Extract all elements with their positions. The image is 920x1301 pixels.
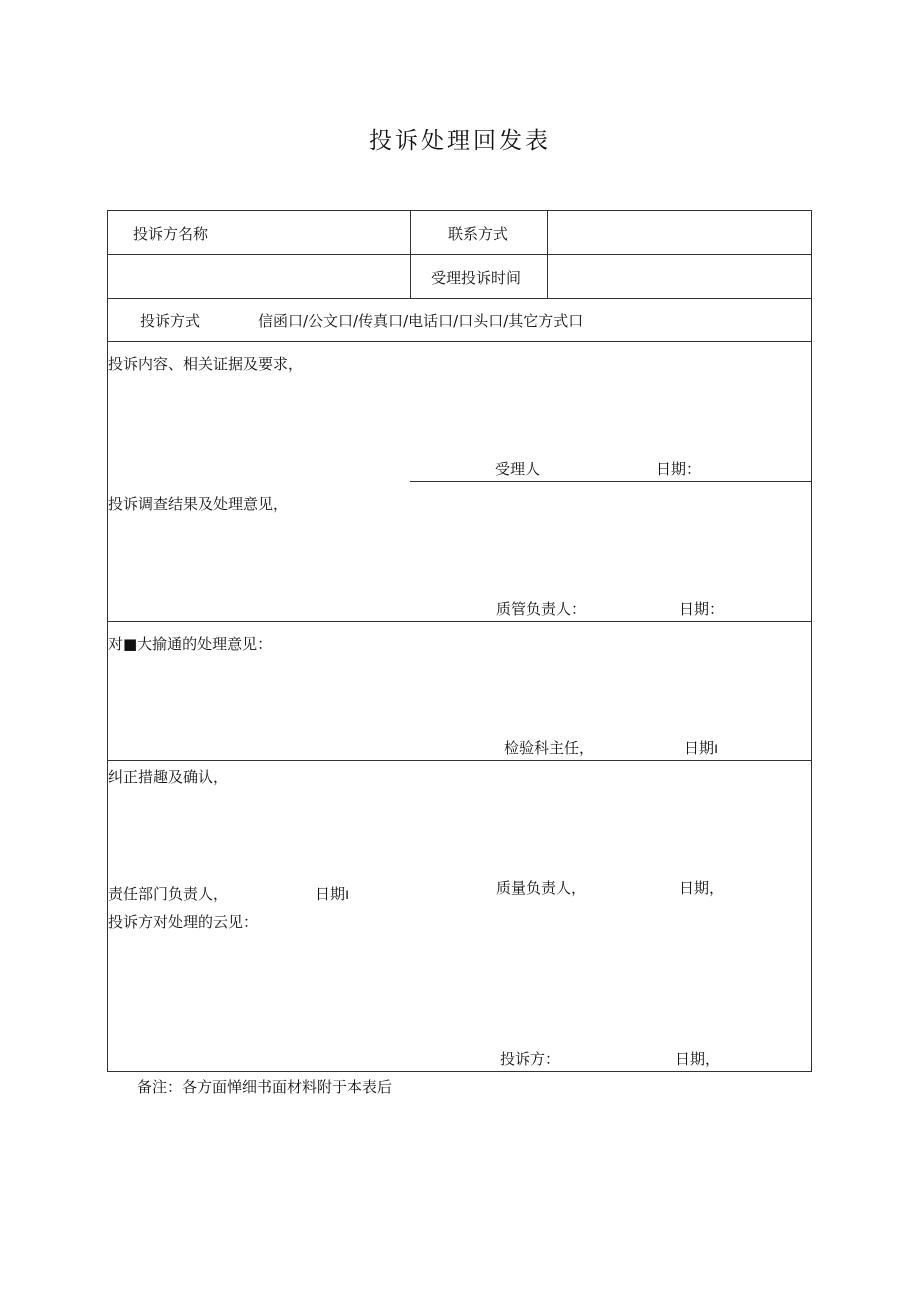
qa-manager-label: 质管负责人：: [496, 600, 587, 618]
responsible-dept-date-label: 日期ı: [315, 885, 350, 903]
column-divider: [410, 210, 411, 298]
lab-director-date-label: 日期ı: [684, 739, 719, 757]
complaint-method-label: 投诉方式: [140, 312, 201, 330]
footnote: 备注：各方面惮细书面材料附于本表后: [137, 1078, 393, 1096]
handling-opinion-label: 对■大揄通的处理意见：: [108, 635, 273, 653]
complaint-method-options: 信函口/公文口/传真口/电话口/口头口/其它方式口: [258, 312, 584, 330]
complainant-signer-label: 投诉方：: [500, 1050, 561, 1068]
receiver-label: 受理人: [495, 460, 541, 478]
responsible-dept-manager-label: 责任部门负责人，: [108, 885, 229, 903]
complainant-feedback-label: 投诉方对处理的云见：: [108, 913, 259, 931]
row-divider: [107, 298, 812, 299]
column-divider: [547, 210, 548, 298]
contact-label: 联系方式: [448, 225, 509, 243]
receiver-signature-line: [410, 481, 812, 482]
quality-manager-label: 质量负责人，: [496, 879, 587, 897]
quality-manager-date-label: 日期，: [679, 879, 725, 897]
page-title: 投诉处理回发表: [369, 128, 551, 154]
complainant-name-label: 投诉方名称: [133, 225, 209, 243]
table-right-border: [811, 210, 812, 1072]
row-divider: [107, 254, 812, 255]
row-divider: [107, 760, 812, 761]
table-top-border: [107, 210, 812, 211]
corrective-action-label: 纠正措趣及确认，: [108, 768, 229, 786]
table-bottom-border: [107, 1071, 812, 1072]
complaint-content-label: 投诉内容、相关证据及要求，: [108, 355, 304, 373]
row-divider: [107, 341, 812, 342]
investigation-result-label: 投诉调查结果及处理意见，: [108, 495, 289, 513]
row-divider: [107, 621, 812, 622]
complainant-date-label: 日期，: [675, 1050, 721, 1068]
qa-manager-date-label: 日期：: [679, 600, 725, 618]
receiver-date-label: 日期：: [656, 460, 702, 478]
lab-director-label: 检验科主任，: [504, 739, 595, 757]
accept-time-label: 受理投诉时间: [431, 269, 522, 287]
